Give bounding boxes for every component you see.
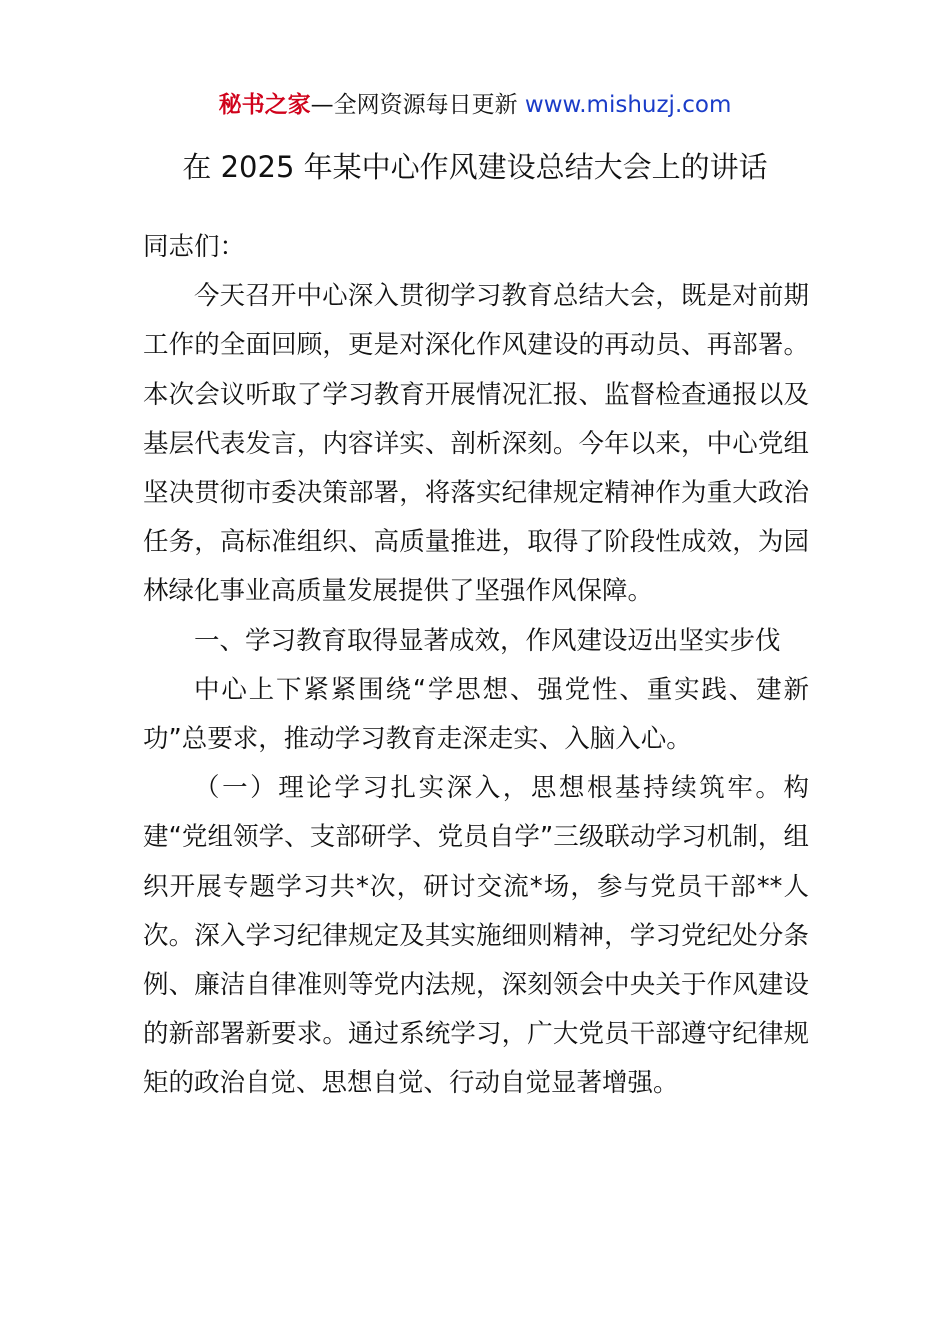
- paragraph-section-1: 中心上下紧紧围绕“学思想、强党性、重实践、建新功”总要求，推动学习教育走深走实、入脑入心。: [143, 674, 809, 755]
- document-title: 在 2025 年某中心作风建设总结大会上的讲话: [182, 150, 768, 184]
- site-banner: [0, 88, 950, 122]
- brand-name: 秘书之家: [218, 92, 311, 118]
- section-heading-1: 一、学习教育取得显著成效，作风建设迈出坚实步伐: [194, 625, 781, 656]
- paragraph-subsection-1: （一）理论学习扎实深入，思想根基持续筑牢。构建“党组领学、支部研学、党员自学”三级联动学习机制，组织开展专题学习共*次，研讨交流*场，参与党员干部**人次。深入学习纪律规定及其实施细则精神，学习党纪处分条例、廉洁自律准则等党内法规，深刻领会中央关于作风建设的新部署新要求。通过系统学习，广大党员干部遵守纪律规矩的政治自觉、思想自觉、行动自觉显著增强。: [143, 773, 809, 1099]
- document-body: [143, 223, 809, 1109]
- salutation: 同志们：: [143, 232, 246, 262]
- banner-slogan: —全网资源每日更新: [310, 92, 525, 118]
- paragraph-intro: 今天召开中心深入贯彻学习教育总结大会，既是对前期工作的全面回顾，更是对深化作风建设的再动员、再部署。本次会议听取了学习教育开展情况汇报、监督检查通报以及基层代表发言，内容详实、剖析深刻。今年以来，中心党组坚决贯彻市委决策部署，将落实纪律规定精神作为重大政治任务，高标准组织、高质量推进，取得了阶段性成效，为园林绿化事业高质量发展提供了坚强作风保障。: [143, 281, 809, 607]
- site-url-link[interactable]: www.mishuzj.com: [524, 92, 732, 118]
